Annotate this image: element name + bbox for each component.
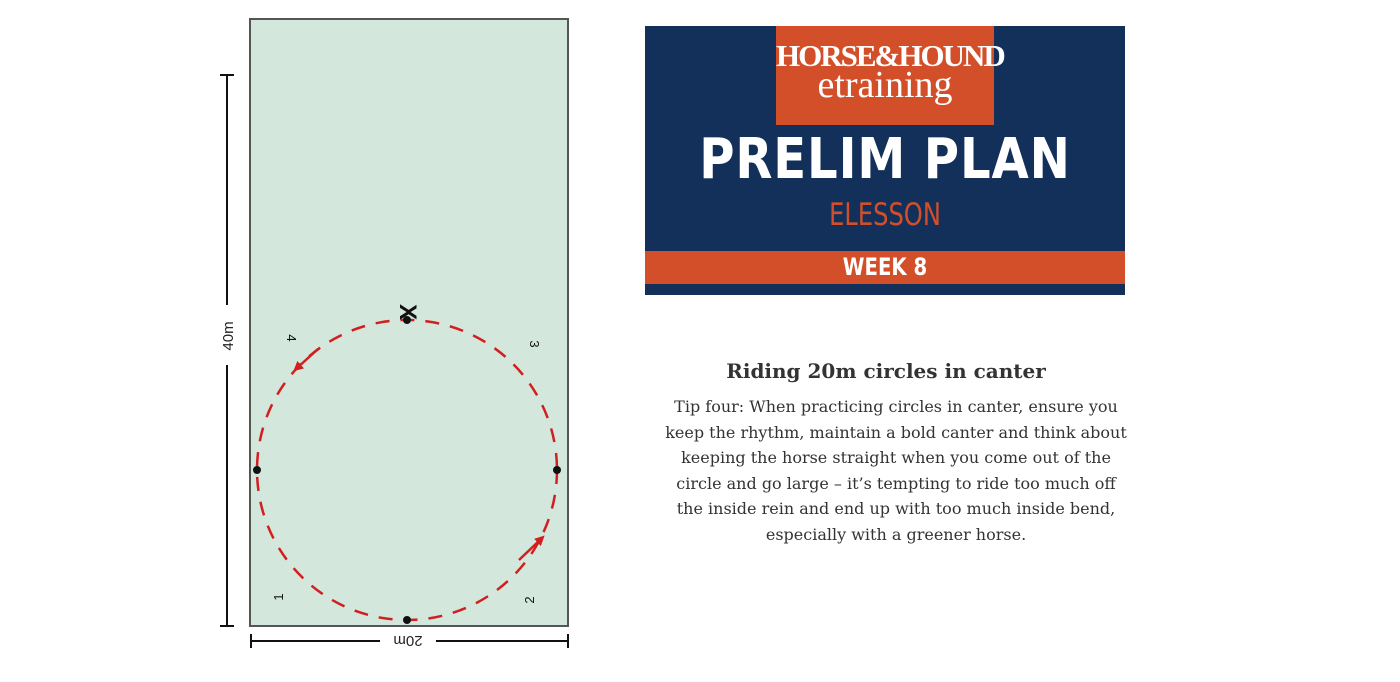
circle-number-3: 3 bbox=[527, 340, 542, 348]
marker-dot-right bbox=[553, 466, 561, 474]
length-label: 40m bbox=[220, 321, 237, 351]
arena-diagram bbox=[0, 0, 600, 682]
article-heading: Riding 20m circles in canter bbox=[726, 359, 1046, 383]
banner-subtitle: ELESSON bbox=[829, 197, 941, 233]
prelim-plan-banner bbox=[645, 26, 1125, 295]
logo-wordmark: HORSE&HOUND bbox=[776, 38, 1004, 73]
article-body: Tip four: When practicing circles in canter, ensure you keep the rhythm, maintain a bold canter and think about keeping the horse straight when you come out of the circle and go large – it’s tempting to ride too much off the inside rein and end up with too much inside bend, especially with a greener horse. bbox=[665, 397, 1127, 544]
circle-number-1: 1 bbox=[271, 593, 286, 601]
marker-dot-bottom bbox=[403, 616, 411, 624]
banner-title: PRELIM PLAN bbox=[699, 127, 1071, 192]
week-label: WEEK 8 bbox=[842, 253, 928, 281]
logo-etraining: etraining bbox=[817, 64, 953, 106]
centre-letter-x: X bbox=[394, 303, 421, 321]
length-dimension bbox=[220, 75, 237, 626]
width-label: 20m bbox=[393, 632, 423, 649]
circle-number-4: 4 bbox=[284, 334, 299, 342]
week-strip bbox=[645, 251, 1125, 284]
marker-dot-left bbox=[253, 466, 261, 474]
width-dimension bbox=[251, 632, 568, 649]
horse-and-hound-logo bbox=[776, 26, 1004, 125]
circle-number-2: 2 bbox=[522, 596, 537, 604]
